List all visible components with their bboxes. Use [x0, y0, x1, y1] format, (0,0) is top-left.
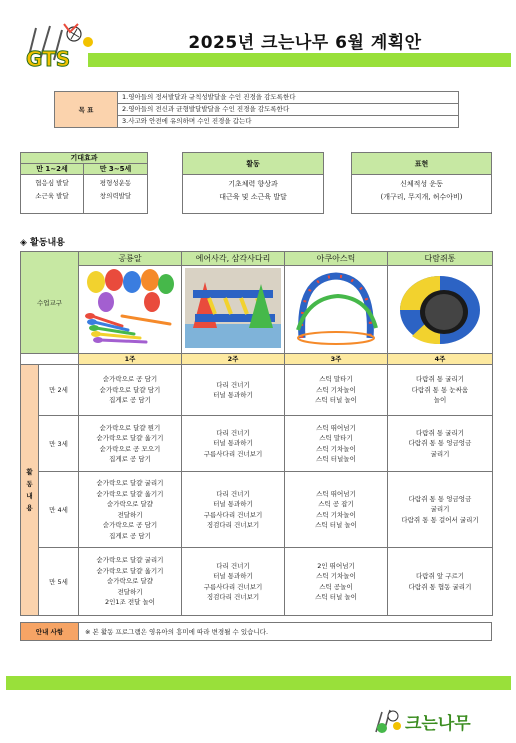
side-char: 동: [26, 480, 33, 488]
footer-logo: [372, 706, 471, 736]
activity-cell: [182, 365, 285, 416]
effects-col1-item: 소근육 발달: [35, 192, 69, 200]
notice-table: [20, 622, 492, 641]
activity-item: 스틱 말타기: [319, 434, 353, 442]
activity-item: 징검다리 건너보기: [206, 593, 260, 601]
activity-item: 2인 뛰어넘기: [317, 561, 355, 570]
age-label: 만 4세: [39, 472, 79, 548]
activity-cell: [388, 416, 493, 472]
activity-item: 숟가락으로 공 담기: [102, 521, 158, 529]
activity-item: 집게로 공 담기: [109, 531, 151, 540]
effects-col1-item: 협응심 발달: [35, 179, 69, 187]
title-accent-bar: [88, 53, 511, 67]
activity-item: 숟가락으로 달걀 옮기기: [96, 489, 164, 498]
tools-label: 수업교구: [21, 252, 79, 354]
activity-item: 스틱 뛰어넘기: [316, 423, 356, 432]
activity-item: 스틱 터널 놀이: [315, 521, 357, 529]
effects-title: 기대효과: [21, 153, 147, 164]
activity-item: 스틱 기차놀이: [316, 385, 356, 394]
goal-line-2: 2.영아들의 전신과 균형발달발달을 수인 진경을 감도록한다: [118, 104, 459, 116]
activity-item: 집게로 공 담기: [109, 396, 151, 405]
activity-cell: [285, 472, 388, 548]
activity-item: 숟가락으로 달걀 굴리기: [96, 556, 164, 565]
activity-item: 전달하기: [117, 510, 143, 519]
activity-side-label: [21, 365, 39, 616]
activity-cell: [388, 365, 493, 416]
activity-item: 다람쥐 통 협동 굴리기: [408, 582, 472, 591]
effects-box: [20, 152, 148, 214]
activity-item: 구름사다리 건너보기: [203, 510, 263, 519]
week-label: 4주: [388, 354, 493, 365]
section-title: ◈ 활동내용: [20, 238, 65, 248]
age-label: 만 2세: [39, 365, 79, 416]
side-char: 활: [26, 468, 33, 476]
activity-line: 대근육 및 소근육 발달: [219, 193, 287, 201]
activity-table: [20, 251, 493, 616]
activity-item: 2인1조 전달 놀이: [104, 598, 156, 607]
activity-cell: [182, 416, 285, 472]
activity-cell: [388, 548, 493, 616]
activity-item: 다람쥐 통 통 엉금엉금: [408, 494, 472, 503]
activity-item: 터널 통과하기: [213, 391, 253, 399]
activity-item: 숟가락으로 달걀: [106, 577, 154, 586]
activity-item: 다리 건너기: [216, 428, 250, 437]
activity-item: 스틱 뛰어넘기: [316, 489, 356, 498]
activity-cell: [285, 548, 388, 616]
activity-item: 다람쥐 앞 구르기: [415, 572, 465, 580]
activity-body: [183, 175, 323, 204]
expression-body: [352, 175, 491, 204]
activity-item: 숟가락으로 달걀 굴리기: [96, 479, 164, 487]
air-ladder-image: [185, 268, 281, 348]
activity-item: 다람쥐 통 굴리기: [415, 375, 465, 384]
week-label: 2주: [182, 354, 285, 365]
activity-item: 구름사다리 건너보기: [203, 582, 263, 591]
activity-item: 징검다리 건너보기: [206, 521, 260, 529]
goals-table: [54, 91, 459, 128]
expression-box: [351, 152, 492, 214]
activity-cell: [79, 416, 182, 472]
week-label: 1주: [79, 354, 182, 365]
column-header-aqua-stick: 아쿠아스틱: [285, 252, 388, 266]
column-header-squirrel-wheel: 다람쥐통: [388, 252, 493, 266]
activity-item: 터널 통과하기: [213, 439, 253, 448]
expression-line: 신체적성 운동: [400, 180, 443, 188]
activity-item: 스틱 공 잡기: [318, 500, 354, 508]
week-label: 3주: [285, 354, 388, 365]
activity-item: 스틱 터널 놀이: [315, 593, 357, 601]
activity-item: 다리 건너기: [216, 380, 250, 389]
activity-item: 다리 건너기: [216, 489, 250, 498]
activity-item: 숟가락으로 공 모으기: [99, 444, 161, 453]
activity-cell: [79, 365, 182, 416]
column-header-dinosaur-egg: 공룡알: [79, 252, 182, 266]
activity-cell: [388, 472, 493, 548]
activity-cell: [79, 548, 182, 616]
activity-item: 터널 통과하기: [213, 500, 253, 508]
activity-cell: [182, 472, 285, 548]
activity-item: 숟가락으로 달걀 옮기기: [96, 434, 164, 442]
tool-image-cell: [182, 266, 285, 354]
activity-item: 다리 건너기: [216, 561, 250, 570]
squirrel-wheel-image: [392, 268, 488, 348]
activity-item: 다람쥐 통 통 눈싸움: [411, 385, 469, 394]
activity-item: 전달하기: [117, 587, 143, 596]
tool-image-cell: [285, 266, 388, 354]
activity-item: 스틱 기차놀이: [316, 510, 356, 519]
tool-image-cell: [79, 266, 182, 354]
age-label: 만 5세: [39, 548, 79, 616]
activity-item: 스틱 기차놀이: [316, 572, 356, 580]
effects-col2-item: 창의력발달: [99, 192, 132, 200]
activity-box: [182, 152, 324, 214]
activity-line: 기초체력 향상과: [228, 180, 278, 188]
footer-accent-bar: [6, 676, 511, 690]
goals-label: 목 표: [55, 92, 118, 128]
side-char: 용: [26, 504, 33, 512]
column-header-air-ladder: 에어사각, 삼각사다리: [182, 252, 285, 266]
activity-item: 스틱 기차놀이: [316, 444, 356, 453]
activity-item: 다람쥐 통 통 걸어서 굴리기: [401, 515, 479, 524]
footer-logo-icon: [372, 706, 402, 736]
goal-line-1: 1.영아들의 정서발달과 규칙성발달을 수인 진경을 감도록한다: [118, 92, 459, 104]
activity-item: 스틱 터널놀이: [316, 455, 356, 463]
activity-item: 터널 통과하기: [213, 572, 253, 580]
activity-item: 집게로 공 담기: [109, 455, 151, 463]
activity-cell: [285, 416, 388, 472]
activity-cell: [79, 472, 182, 548]
activity-item: 숟가락으로 공 담기: [102, 375, 158, 384]
svg-text:GTS: GTS: [26, 47, 71, 71]
activity-item: 다람쥐 통 통 엉금엉금: [408, 439, 472, 448]
activity-item: 스틱 터널 놀이: [315, 396, 357, 405]
activity-item: 구름사다리 건너보기: [203, 449, 263, 458]
activity-item: 숟가락으로 달걀 담기: [99, 385, 161, 394]
effects-col2: [84, 175, 147, 213]
activity-cell: [182, 548, 285, 616]
side-char: 내: [26, 492, 33, 500]
activity-item: 숟가락으로 달걀 옮기기: [96, 566, 164, 575]
activity-item: 굴리기: [430, 505, 450, 514]
activity-item: 다람쥐 통 굴리기: [415, 428, 465, 437]
activity-item: 숟가락으로 달걀 뭔기: [99, 423, 161, 432]
effects-col2-item: 평형성운동: [99, 179, 132, 187]
activity-title: 활동: [183, 153, 323, 175]
activity-item: 놀이: [433, 396, 447, 405]
tool-image-cell: [388, 266, 493, 354]
age-label: 만 3세: [39, 416, 79, 472]
dinosaur-egg-spoons-image: [82, 268, 178, 348]
notice-label: 안내 사항: [21, 623, 79, 641]
effects-col1: [21, 175, 84, 213]
goal-line-3: 3.사고와 안전에 유의하며 수인 진경을 갑는다: [118, 116, 459, 128]
activity-cell: [285, 365, 388, 416]
expression-title: 표현: [352, 153, 491, 175]
expression-line: (개구리, 무지개, 허수아비): [380, 193, 463, 201]
activity-item: 스틱 말타기: [319, 375, 353, 384]
aqua-stick-image: [288, 268, 384, 348]
activity-item: 숟가락으로 달걀: [106, 500, 154, 508]
footer-brand: 크는나무: [405, 713, 471, 734]
notice-text: ※ 본 활동 프로그램은 영유아의 흥미에 따라 변경될 수 있습니다.: [79, 623, 492, 641]
effects-col1-header: 만 1~2세: [21, 164, 84, 175]
activity-item: 굴리기: [430, 449, 450, 458]
activity-item: 스틱 공놀이: [319, 582, 353, 591]
page-title: 2025년 크는나무 6월 계획안: [188, 33, 422, 53]
effects-col2-header: 만 3~5세: [84, 164, 147, 175]
